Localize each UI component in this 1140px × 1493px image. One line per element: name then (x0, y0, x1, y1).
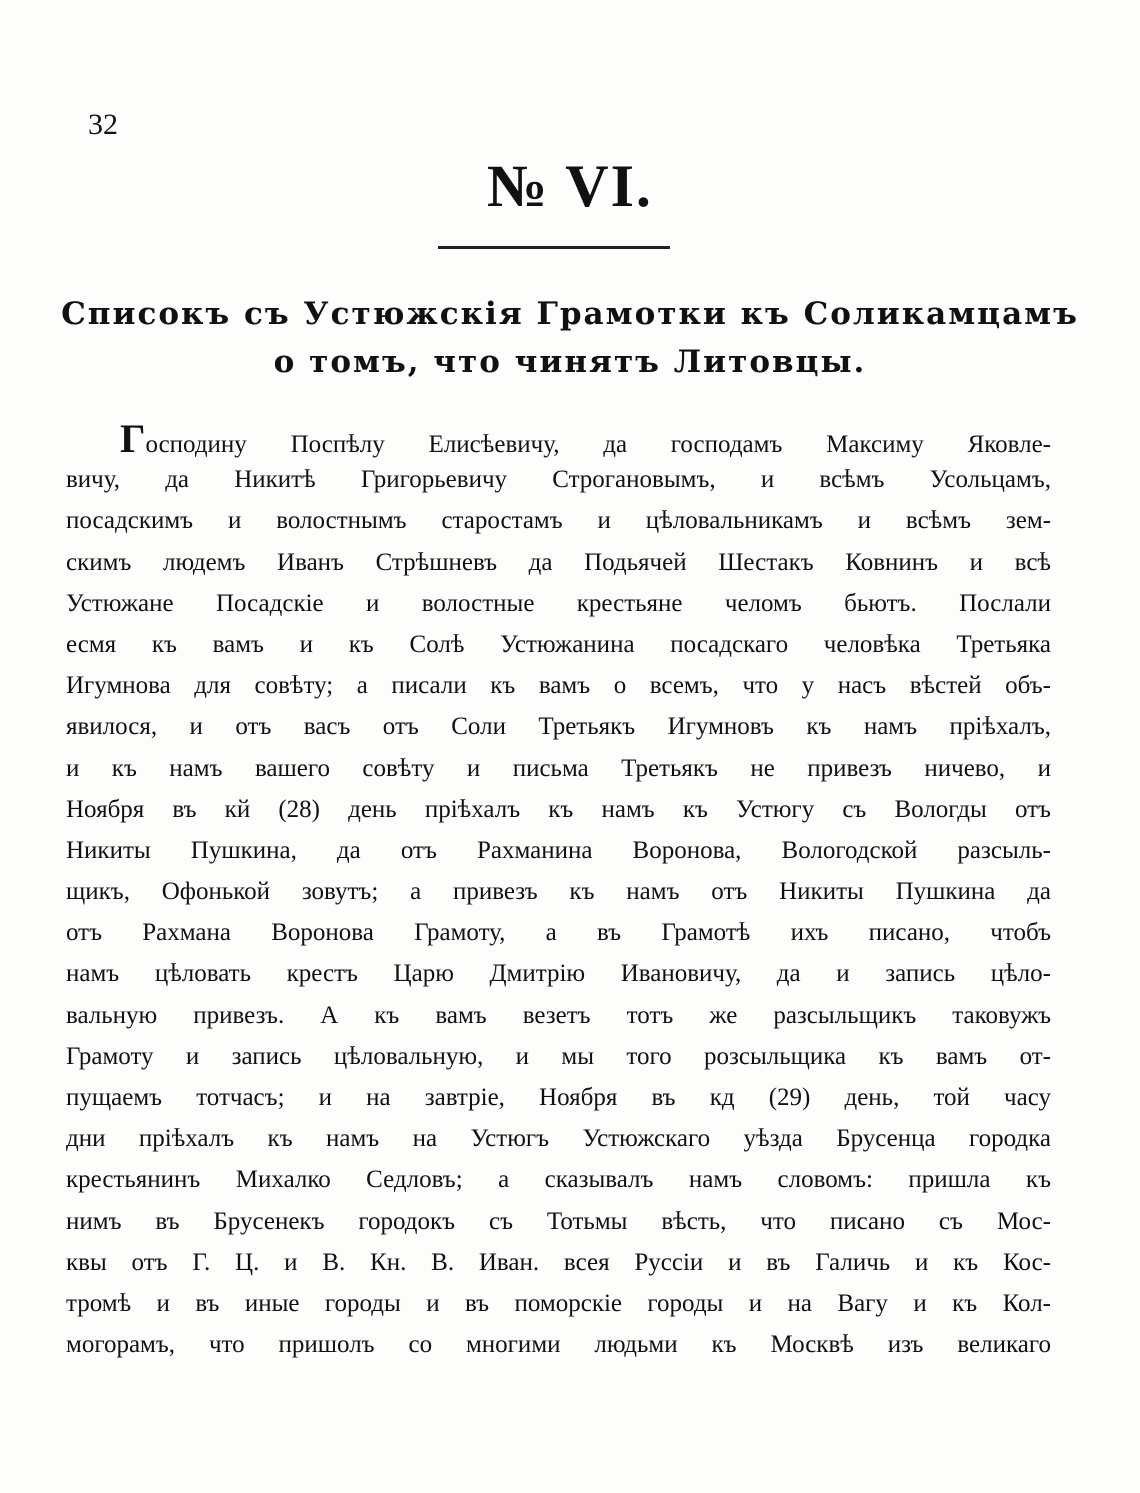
body-line: тромѣ и въ иные городы и въ поморскіе городы и на Вагу и къ Кол- (66, 1289, 1051, 1317)
body-line: Никиты Пушкина, да отъ Рахманина Воронова, Вологодской разсыль- (66, 836, 1051, 864)
body-line: пущаемъ тотчасъ; и на завтріе, Ноября въ кд (29) день, той часу (66, 1084, 1051, 1111)
body-line: отъ Рахмана Воронова Грамоту, а въ Грамотѣ ихъ писано, чтобъ (66, 919, 1051, 947)
body-line: и къ намъ вашего совѣту и письма Третьякъ не привезъ ничево, и (66, 754, 1051, 782)
body-line: нимъ въ Брусенекъ городокъ съ Тотьмы вѣсть, что писано съ Мос- (66, 1207, 1051, 1235)
body-line: квы отъ Г. Ц. и В. Кн. В. Иван. всея Руссіи и въ Галичь и къ Кос- (66, 1248, 1051, 1276)
title-line: о томъ, что чинятъ Литовцы. (273, 344, 867, 380)
body-line: Игумнова для совѣту; а писали къ вамъ о всемъ, что у насъ вѣстей объ- (66, 672, 1051, 700)
body-line: посадскимъ и волостнымъ старостамъ и цѣловальникамъ и всѣмъ зем- (66, 507, 1051, 535)
body-line: явилося, и отъ васъ отъ Соли Третьякъ Игумновъ къ намъ пріѣхалъ, (66, 713, 1051, 741)
document-title (60, 290, 1080, 386)
drop-cap: Г (120, 416, 146, 461)
body-line: крестьянинъ Михалко Седловъ; а сказывалъ намъ словомъ: пришла къ (66, 1166, 1051, 1194)
body-line: вичу, да Никитѣ Григорьевичу Строгановымъ, и всѣмъ Усольцамъ, (66, 466, 1051, 494)
page-number: 32 (88, 108, 118, 141)
body-text (66, 418, 1051, 1365)
body-line: дни пріѣхалъ къ намъ на Устюгъ Устюжскаго уѣзда Брусенца городка (66, 1125, 1051, 1153)
document-heading: № VI. (487, 153, 653, 219)
body-line: могорамъ, что пришолъ со многими людьми къ Москвѣ изъ великаго (66, 1331, 1051, 1359)
body-line: Ноября въ кй (28) день пріѣхалъ къ намъ къ Устюгу съ Вологды отъ (66, 795, 1051, 823)
body-line: есмя къ вамъ и къ Солѣ Устюжанина посадскаго человѣка Третьяка (66, 630, 1051, 658)
body-line-first (66, 418, 1051, 459)
title-line: Списокъ съ Устюжскія Грамотки къ Соликамцамъ (61, 296, 1079, 332)
body-line: Устюжане Посадскіе и волостные крестьяне челомъ бьютъ. Послали (66, 589, 1051, 617)
body-line: Грамоту и запись цѣловальную, и мы того розсыльщика къ вамъ от- (66, 1042, 1051, 1070)
heading-rule (438, 246, 670, 249)
body-line: намъ цѣловать крестъ Царю Дмитрію Ивановичу, да и запись цѣло- (66, 960, 1051, 988)
body-line: щикъ, Офонькой зовутъ; а привезъ къ намъ отъ Никиты Пушкина да (66, 878, 1051, 906)
first-line-rest: осподину Поспѣлу Елисѣевичу, да господамъ Максиму Яковле- (145, 431, 1051, 458)
body-line: вальную привезъ. А къ вамъ везетъ тотъ же разсыльщикъ таковужъ (66, 1001, 1051, 1029)
body-line: скимъ людемъ Иванъ Стрѣшневъ да Подьячей Шестакъ Ковнинъ и всѣ (66, 548, 1051, 576)
